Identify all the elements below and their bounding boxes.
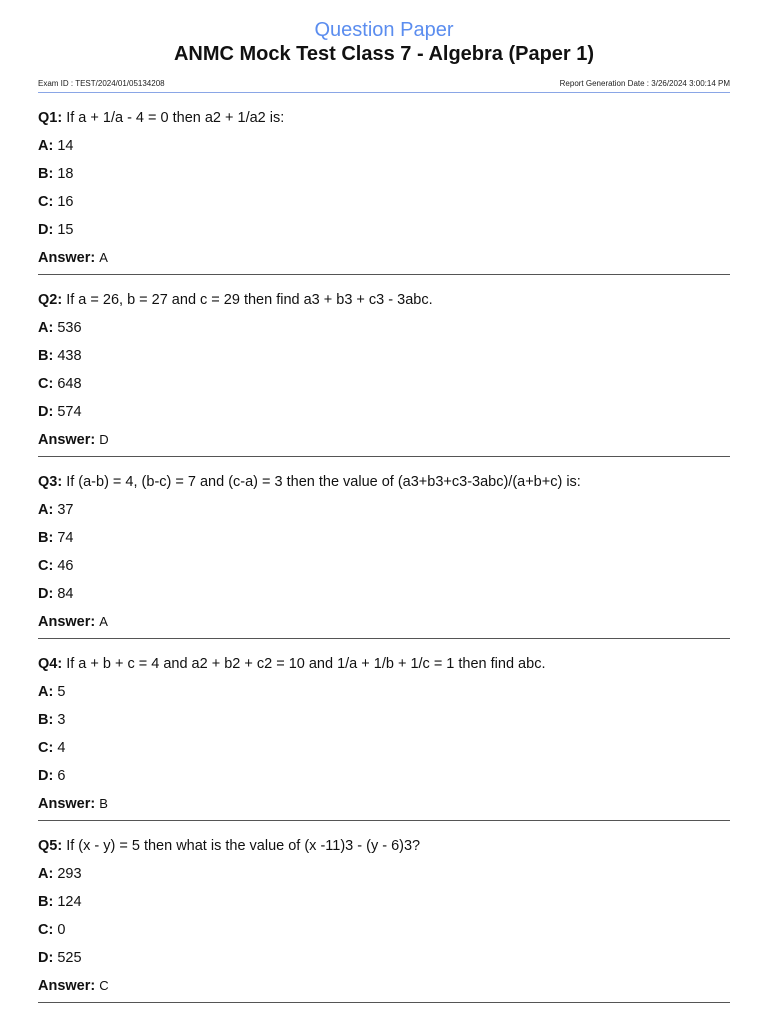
option-label: A:: [38, 866, 54, 882]
option-line: [38, 678, 730, 706]
page-title: ANMC Mock Test Class 7 - Algebra (Paper 1): [173, 43, 595, 65]
option-line: [38, 314, 730, 342]
option-label: C:: [38, 376, 54, 392]
option-label: A:: [38, 502, 54, 518]
question-line: [38, 832, 730, 860]
question-list: [38, 93, 730, 1003]
option-line: [38, 580, 730, 608]
option-line: [38, 888, 730, 916]
option-text: 525: [57, 950, 82, 966]
exam-id-value: TEST/2024/01/05134208: [75, 79, 165, 88]
question-label: Q3:: [38, 474, 63, 490]
option-text: 293: [57, 866, 82, 882]
answer-value: B: [99, 796, 108, 811]
question-label: Q5:: [38, 838, 63, 854]
option-label: D:: [38, 222, 54, 238]
question-line: [38, 104, 730, 132]
report-date-value: 3/26/2024 3:00:14 PM: [651, 79, 730, 88]
option-text: 74: [57, 530, 74, 546]
answer-label: Answer:: [38, 250, 96, 266]
option-label: B:: [38, 712, 54, 728]
option-text: 3: [57, 712, 66, 728]
question-text: If a = 26, b = 27 and c = 29 then find a3 + b3 + c3 - 3abc.: [66, 292, 433, 308]
option-text: 16: [57, 194, 74, 210]
question-label: Q2:: [38, 292, 63, 308]
option-label: D:: [38, 586, 54, 602]
option-text: 46: [57, 558, 74, 574]
report-date-label: Report Generation Date :: [559, 79, 650, 88]
option-text: 6: [57, 768, 66, 784]
answer-label: Answer:: [38, 614, 96, 630]
question-block: [38, 275, 730, 457]
option-label: A:: [38, 320, 54, 336]
option-line: [38, 762, 730, 790]
option-line: [38, 944, 730, 972]
option-line: [38, 342, 730, 370]
answer-value: D: [99, 432, 109, 447]
option-line: [38, 552, 730, 580]
option-text: 648: [57, 376, 82, 392]
option-text: 438: [57, 348, 82, 364]
meta-bar: [38, 79, 730, 93]
question-block: [38, 93, 730, 275]
question-text: If a + 1/a - 4 = 0 then a2 + 1/a2 is:: [66, 110, 285, 126]
question-block: [38, 821, 730, 1003]
option-label: A:: [38, 684, 54, 700]
option-label: A:: [38, 138, 54, 154]
page-header: [0, 0, 768, 66]
option-text: 18: [57, 166, 74, 182]
question-text: If (a-b) = 4, (b-c) = 7 and (c-a) = 3 then the value of (a3+b3+c3-3abc)/(a+b+c) is:: [66, 474, 581, 490]
option-label: D:: [38, 404, 54, 420]
option-text: 536: [57, 320, 82, 336]
option-text: 37: [57, 502, 74, 518]
question-line: [38, 286, 730, 314]
report-date: [560, 79, 730, 88]
option-text: 124: [57, 894, 82, 910]
answer-line: [38, 426, 730, 454]
answer-line: [38, 608, 730, 636]
answer-value: A: [99, 614, 108, 629]
option-label: D:: [38, 768, 54, 784]
option-label: B:: [38, 530, 54, 546]
answer-label: Answer:: [38, 432, 96, 448]
option-label: B:: [38, 166, 54, 182]
option-line: [38, 216, 730, 244]
exam-id: [38, 79, 165, 88]
question-text: If a + b + c = 4 and a2 + b2 + c2 = 10 and 1/a + 1/b + 1/c = 1 then find abc.: [66, 656, 546, 672]
question-line: [38, 650, 730, 678]
option-line: [38, 496, 730, 524]
exam-id-label: Exam ID :: [38, 79, 74, 88]
option-label: D:: [38, 950, 54, 966]
question-line: [38, 468, 730, 496]
option-text: 5: [57, 684, 66, 700]
option-line: [38, 370, 730, 398]
question-block: [38, 457, 730, 639]
option-text: 84: [57, 586, 74, 602]
option-label: C:: [38, 740, 54, 756]
option-label: B:: [38, 894, 54, 910]
option-text: 15: [57, 222, 74, 238]
option-label: C:: [38, 194, 54, 210]
option-line: [38, 132, 730, 160]
option-line: [38, 916, 730, 944]
answer-line: [38, 244, 730, 272]
option-line: [38, 706, 730, 734]
option-text: 0: [57, 922, 66, 938]
option-label: C:: [38, 922, 54, 938]
answer-value: A: [99, 250, 108, 265]
answer-line: [38, 790, 730, 818]
option-line: [38, 524, 730, 552]
option-line: [38, 860, 730, 888]
option-text: 14: [57, 138, 74, 154]
answer-value: C: [99, 978, 109, 993]
question-text: If (x - y) = 5 then what is the value of (x -11)3 - (y - 6)3?: [66, 838, 421, 854]
option-line: [38, 160, 730, 188]
option-text: 4: [57, 740, 66, 756]
option-line: [38, 734, 730, 762]
answer-label: Answer:: [38, 796, 96, 812]
option-label: B:: [38, 348, 54, 364]
question-label: Q1:: [38, 110, 63, 126]
page-supertitle: Question Paper: [314, 19, 454, 41]
option-line: [38, 188, 730, 216]
option-label: C:: [38, 558, 54, 574]
answer-line: [38, 972, 730, 1000]
answer-label: Answer:: [38, 978, 96, 994]
question-block: [38, 639, 730, 821]
option-line: [38, 398, 730, 426]
option-text: 574: [57, 404, 82, 420]
question-label: Q4:: [38, 656, 63, 672]
